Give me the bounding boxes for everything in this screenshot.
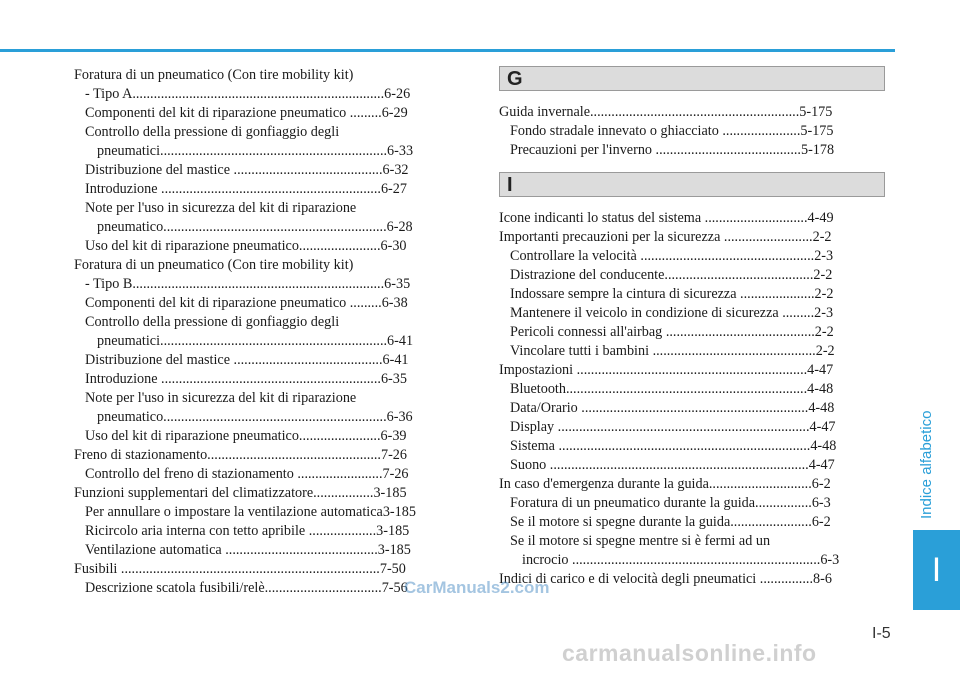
index-entry-label: Introduzione .............................................................. bbox=[85, 371, 381, 387]
index-entry-label: pneumatico............................................................... bbox=[97, 409, 387, 425]
index-entry-label: Componenti del kit di riparazione pneumatico ......... bbox=[85, 105, 382, 121]
index-entry-page: 6-2 bbox=[811, 476, 831, 492]
index-entry-page: 6-39 bbox=[380, 428, 407, 444]
index-entry bbox=[74, 199, 466, 218]
index-entry-page: 6-3 bbox=[811, 495, 831, 511]
index-entry-page: 5-175 bbox=[800, 123, 834, 139]
index-entry-label: Controllo della pressione di gonfiaggio degli bbox=[85, 124, 340, 140]
index-entry-page: 6-29 bbox=[381, 105, 408, 121]
index-entry bbox=[499, 228, 885, 247]
index-entry bbox=[499, 361, 885, 380]
sidebar-label: Indice alfabetico bbox=[918, 410, 935, 520]
sidebar-tab-letter: I bbox=[913, 530, 960, 610]
index-entry bbox=[74, 180, 466, 199]
index-entry-label: Descrizione scatola fusibili/relè................................. bbox=[85, 580, 382, 596]
index-entry-label: Funzioni supplementari del climatizzatore................. bbox=[74, 485, 374, 501]
watermark-large: carmanualsonline.info bbox=[562, 640, 817, 666]
index-entry-label: Foratura di un pneumatico durante la guida................ bbox=[510, 495, 812, 511]
index-entry bbox=[499, 285, 885, 304]
index-entry-page: 6-41 bbox=[382, 352, 409, 368]
index-entry bbox=[499, 399, 885, 418]
index-entry bbox=[74, 541, 466, 560]
index-entry-page: 2-2 bbox=[814, 286, 834, 302]
index-entry-page: 8-6 bbox=[813, 571, 832, 587]
index-entry-label: Distribuzione del mastice .......................................... bbox=[85, 352, 383, 368]
index-entry bbox=[74, 256, 466, 275]
index-entry-label: Ventilazione automatica ........................................... bbox=[85, 542, 378, 558]
index-entry-page: 6-30 bbox=[380, 238, 407, 254]
index-entry-page: 6-28 bbox=[386, 219, 413, 235]
index-entry-label: Se il motore si spegne mentre si è fermi ad un bbox=[510, 533, 771, 549]
index-entry-page: 4-47 bbox=[809, 419, 836, 435]
index-entry-page: 3-185 bbox=[377, 542, 411, 558]
index-entry bbox=[499, 418, 885, 437]
index-entry-label: Bluetooth.................................................................... bbox=[510, 381, 808, 397]
index-entry-page: 6-26 bbox=[384, 86, 411, 102]
section-i-entries bbox=[499, 209, 885, 589]
index-entry-page: 6-32 bbox=[382, 162, 409, 178]
section-g-entries bbox=[499, 103, 885, 160]
index-entry-page: 6-33 bbox=[387, 143, 414, 159]
index-entry-page: 2-2 bbox=[812, 229, 832, 245]
index-entry-label: Indici di carico e di velocità degli pneumatici ............... bbox=[499, 571, 813, 587]
index-entry-label: Per annullare o impostare la ventilazione automatica bbox=[85, 504, 383, 520]
index-entry bbox=[74, 161, 466, 180]
index-entry-page: 6-41 bbox=[387, 333, 414, 349]
index-entry bbox=[499, 380, 885, 399]
index-entry bbox=[499, 532, 885, 551]
index-entry-label: Fusibili ......................................................................... bbox=[74, 561, 380, 577]
index-entry bbox=[499, 209, 885, 228]
index-entry bbox=[74, 85, 466, 104]
index-entry-label: Sistema ....................................................................... bbox=[510, 438, 811, 454]
index-entry-page: 7-26 bbox=[382, 466, 409, 482]
index-entry bbox=[499, 551, 885, 570]
index-entry-page: 6-27 bbox=[380, 181, 407, 197]
index-entry-page: 4-48 bbox=[807, 381, 834, 397]
index-entry-page: 3-185 bbox=[376, 523, 410, 539]
index-column-right bbox=[499, 66, 885, 589]
index-entry bbox=[74, 503, 466, 522]
index-entry-page: 7-50 bbox=[379, 561, 406, 577]
index-entry-page: 6-38 bbox=[381, 295, 408, 311]
index-entry-label: Componenti del kit di riparazione pneumatico ......... bbox=[85, 295, 382, 311]
index-entry bbox=[74, 218, 466, 237]
section-header-i: I bbox=[499, 172, 885, 197]
index-entry bbox=[74, 142, 466, 161]
index-entry-page: 4-48 bbox=[808, 400, 835, 416]
top-rule bbox=[0, 49, 895, 52]
index-entry-page: 6-36 bbox=[386, 409, 413, 425]
watermark-small: CarManuals2.com bbox=[404, 578, 550, 597]
index-entry bbox=[74, 427, 466, 446]
index-entry-page: 5-178 bbox=[800, 142, 835, 158]
index-entry bbox=[74, 446, 466, 465]
index-entry-page: 4-47 bbox=[807, 362, 834, 378]
index-entry bbox=[74, 465, 466, 484]
index-entry-label: Distrazione del conducente.......................................... bbox=[510, 267, 814, 283]
index-entry-label: Controllare la velocità ................................................. bbox=[510, 248, 815, 264]
index-entry bbox=[74, 351, 466, 370]
index-entry-label: Impostazioni ................................................................. bbox=[499, 362, 808, 378]
index-entry bbox=[74, 560, 466, 579]
index-entry-label: Mantenere il veicolo in condizione di sicurezza ......... bbox=[510, 305, 815, 321]
index-entry-label: Precauzioni per l'inverno ......................................... bbox=[510, 142, 801, 158]
index-entry bbox=[74, 313, 466, 332]
index-entry bbox=[74, 123, 466, 142]
index-entry-label: In caso d'emergenza durante la guida............................. bbox=[499, 476, 812, 492]
index-entry bbox=[74, 522, 466, 541]
index-entry-page: 4-49 bbox=[807, 210, 834, 226]
index-entry-page: 2-3 bbox=[814, 248, 834, 264]
index-entry-label: Fondo stradale innevato o ghiacciato ...................... bbox=[510, 123, 801, 139]
index-entry bbox=[499, 513, 885, 532]
index-entry bbox=[74, 370, 466, 389]
index-entry bbox=[74, 237, 466, 256]
section-header-g: G bbox=[499, 66, 885, 91]
index-entry bbox=[74, 332, 466, 351]
index-entry-label: Data/Orario ................................................................ bbox=[510, 400, 809, 416]
index-entry-label: - Tipo A....................................................................... bbox=[85, 86, 385, 102]
index-entry-page: 5-175 bbox=[799, 104, 833, 120]
index-entry-label: Suono ......................................................................... bbox=[510, 457, 809, 473]
index-entry bbox=[74, 294, 466, 313]
index-column-left bbox=[74, 66, 466, 598]
index-entry-page: 2-2 bbox=[814, 324, 834, 340]
index-entry bbox=[499, 304, 885, 323]
index-entry-label: Freno di stazionamento................................................. bbox=[74, 447, 381, 463]
index-entry-page: 7-56 bbox=[381, 580, 408, 596]
index-entry bbox=[74, 66, 466, 85]
index-entry bbox=[499, 103, 885, 122]
index-entry-label: Note per l'uso in sicurezza del kit di riparazione bbox=[85, 390, 357, 406]
index-entry-label: - Tipo B....................................................................... bbox=[85, 276, 385, 292]
index-entry bbox=[499, 494, 885, 513]
index-entry-label: Foratura di un pneumatico (Con tire mobility kit) bbox=[74, 67, 354, 83]
index-entry-label: Controllo del freno di stazionamento ........................ bbox=[85, 466, 383, 482]
index-entry-page: 3-185 bbox=[382, 504, 416, 520]
index-entry bbox=[74, 104, 466, 123]
index-entry-label: Ricircolo aria interna con tetto apribile ................... bbox=[85, 523, 377, 539]
index-entry-page: 6-3 bbox=[820, 552, 840, 568]
page-number: I-5 bbox=[872, 625, 891, 642]
index-entry-page: 2-2 bbox=[813, 267, 833, 283]
index-entry-label: Icone indicanti lo status del sistema ............................. bbox=[499, 210, 808, 226]
index-entry-label: Pericoli connessi all'airbag .......................................... bbox=[510, 324, 815, 340]
index-entry bbox=[499, 456, 885, 475]
index-entry bbox=[499, 266, 885, 285]
index-entry-label: Display ....................................................................... bbox=[510, 419, 810, 435]
index-entry-page: 4-48 bbox=[810, 438, 837, 454]
index-entry bbox=[499, 570, 885, 589]
index-entry-page: 6-35 bbox=[384, 276, 411, 292]
index-entry bbox=[74, 408, 466, 427]
index-entry-label: incrocio ...................................................................... bbox=[522, 552, 821, 568]
index-entry-label: pneumatico............................................................... bbox=[97, 219, 387, 235]
index-entry-label: Distribuzione del mastice .......................................... bbox=[85, 162, 383, 178]
index-entry bbox=[499, 323, 885, 342]
index-entry-label: Se il motore si spegne durante la guida....................... bbox=[510, 514, 812, 530]
index-entry bbox=[74, 275, 466, 294]
index-entry-page: 2-3 bbox=[814, 305, 834, 321]
index-entry bbox=[499, 141, 885, 160]
index-entry-page: 6-35 bbox=[380, 371, 407, 387]
index-entry bbox=[499, 247, 885, 266]
index-entry-label: Foratura di un pneumatico (Con tire mobility kit) bbox=[74, 257, 354, 273]
index-entry-page: 2-2 bbox=[815, 343, 835, 359]
index-entry-label: Introduzione .............................................................. bbox=[85, 181, 381, 197]
index-entry-label: Uso del kit di riparazione pneumatico....................... bbox=[85, 428, 381, 444]
index-entry-label: Controllo della pressione di gonfiaggio degli bbox=[85, 314, 340, 330]
index-entry bbox=[499, 342, 885, 361]
index-entry-label: Vincolare tutti i bambini .............................................. bbox=[510, 343, 816, 359]
index-entry-label: Indossare sempre la cintura di sicurezza ..................... bbox=[510, 286, 815, 302]
index-entry bbox=[499, 475, 885, 494]
index-entry-label: Guida invernale........................................................... bbox=[499, 104, 800, 120]
index-entry bbox=[74, 484, 466, 503]
index-entry-label: Note per l'uso in sicurezza del kit di riparazione bbox=[85, 200, 357, 216]
index-entry-page: 6-2 bbox=[811, 514, 831, 530]
index-entry-label: pneumatici................................................................ bbox=[97, 143, 388, 159]
index-entry-page: 3-185 bbox=[373, 485, 407, 501]
index-entry-label: pneumatici................................................................ bbox=[97, 333, 388, 349]
index-entry-page: 4-47 bbox=[808, 457, 835, 473]
index-entry-label: Importanti precauzioni per la sicurezza ......................... bbox=[499, 229, 813, 245]
index-entry bbox=[499, 122, 885, 141]
index-entry-page: 7-26 bbox=[380, 447, 407, 463]
index-entry-label: Uso del kit di riparazione pneumatico....................... bbox=[85, 238, 381, 254]
index-entry bbox=[74, 389, 466, 408]
index-entry bbox=[499, 437, 885, 456]
